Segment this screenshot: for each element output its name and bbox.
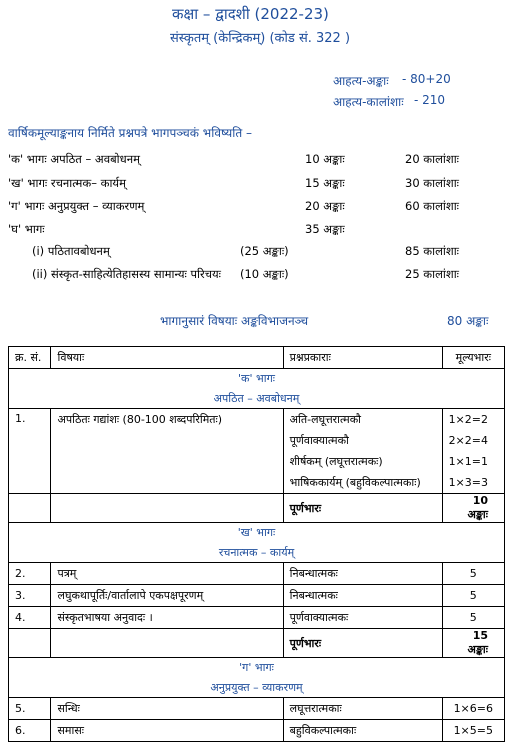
question-type: भाषिककार्यम् (बहुविकल्पात्मकाः) <box>289 476 421 489</box>
section-heading-row <box>9 389 505 409</box>
row-type: पूर्णवाक्यात्मकः <box>283 607 442 629</box>
section-heading: 'ख' भागः <box>9 523 505 543</box>
question-value: 1×1=1 <box>448 455 488 468</box>
part-label: 'ख' भागः रचनात्मक– कार्यम् <box>8 176 126 190</box>
row-topic: पत्रम् <box>51 563 283 585</box>
row-type: निबन्धात्मकः <box>283 585 442 607</box>
row-number: 1. <box>9 409 51 494</box>
section-heading-row <box>9 369 505 389</box>
row-value: 1×5=5 <box>442 720 504 742</box>
question-types <box>283 409 442 494</box>
row-topic: सन्धिः <box>51 698 283 720</box>
empty-cell <box>9 629 51 658</box>
section-heading-row <box>9 678 505 698</box>
subpart-label: (i) पठितावबोधनम् <box>32 244 110 258</box>
total-value: 10 अङ्काः <box>442 494 504 523</box>
question-type: अति-लघूत्तरात्मकौ <box>289 413 361 426</box>
column-header: क्र. सं. <box>9 347 51 369</box>
column-header: प्रश्नप्रकाराः <box>283 347 442 369</box>
table-row <box>9 563 505 585</box>
part-label: 'क' भागः अपठित – अवबोधनम् <box>8 152 140 166</box>
table-row <box>9 585 505 607</box>
row-value: 1×6=6 <box>442 698 504 720</box>
total-label: पूर्णभारः <box>283 629 442 658</box>
question-type: शीर्षकम् (लघूत्तरात्मकः) <box>289 455 383 468</box>
question-type: पूर्णवाक्यात्मकौ <box>289 434 349 447</box>
section-heading-row <box>9 658 505 678</box>
row-value: 5 <box>442 585 504 607</box>
question-value: 1×3=3 <box>448 476 488 489</box>
part-marks: 10 अङ्काः <box>305 152 345 166</box>
row-type: लघूत्तरात्मकाः <box>283 698 442 720</box>
part-periods: 60 कालांशाः <box>405 199 459 213</box>
division-total: 80 अङ्काः <box>447 314 489 328</box>
marks-table <box>8 346 505 742</box>
part-periods: 30 कालांशाः <box>405 176 459 190</box>
total-periods-label: आहत्य-कालांशाः <box>333 95 404 109</box>
total-label: पूर्णभारः <box>283 494 442 523</box>
table-row <box>9 698 505 720</box>
part-marks: 20 अङ्काः <box>305 199 345 213</box>
table-row <box>9 607 505 629</box>
row-topic: अपठितः गद्यांशः (80-100 शब्दपरिमितः) <box>51 409 283 494</box>
row-topic: संस्कृतभाषया अनुवादः । <box>51 607 283 629</box>
subpart-periods: 85 कालांशाः <box>405 244 459 258</box>
section-heading: रचनात्मक – कार्यम् <box>9 543 505 563</box>
question-value: 2×2=4 <box>448 434 488 447</box>
empty-cell <box>51 494 283 523</box>
total-row <box>9 494 505 523</box>
page-title: कक्षा – द्वादशी (2022-23) <box>172 5 329 23</box>
section-heading-row <box>9 543 505 563</box>
subpart-label: (ii) संस्कृत-साहित्येतिहासस्य सामान्यः परिचयः <box>32 267 221 281</box>
table-row <box>9 720 505 742</box>
column-header: विषयाः <box>51 347 283 369</box>
row-type: बहुविकल्पात्मकाः <box>283 720 442 742</box>
section-heading: 'ग' भागः <box>9 658 505 678</box>
total-marks-label: आहत्य-अङ्काः <box>333 74 389 88</box>
column-header: मूल्यभारः <box>442 347 504 369</box>
total-marks-value: - 80+20 <box>402 72 451 86</box>
row-number: 2. <box>9 563 51 585</box>
row-value: 5 <box>442 607 504 629</box>
row-number: 4. <box>9 607 51 629</box>
row-type: निबन्धात्मकः <box>283 563 442 585</box>
total-periods-value: - 210 <box>414 93 446 107</box>
subpart-marks: (25 अङ्काः) <box>240 244 289 258</box>
total-row <box>9 629 505 658</box>
empty-cell <box>51 629 283 658</box>
table-row <box>9 409 505 494</box>
intro-text: वार्षिकमूल्याङ्कनाय निर्मिते प्रश्नपत्रे भागपञ्चकं भविष्यति – <box>8 126 252 140</box>
row-topic: समासः <box>51 720 283 742</box>
row-value: 5 <box>442 563 504 585</box>
part-marks: 15 अङ्काः <box>305 176 345 190</box>
section-heading: अनुप्रयुक्त – व्याकरणम् <box>9 678 505 698</box>
part-label: 'ग' भागः अनुप्रयुक्त – व्याकरणम् <box>8 199 145 213</box>
table-header-row <box>9 347 505 369</box>
row-number: 6. <box>9 720 51 742</box>
question-value: 1×2=2 <box>448 413 488 426</box>
page-subtitle: संस्कृतम् (केन्द्रिकम्) (कोड सं. 322 ) <box>170 31 351 46</box>
total-value: 15 अङ्काः <box>442 629 504 658</box>
part-periods: 20 कालांशाः <box>405 152 459 166</box>
row-number: 3. <box>9 585 51 607</box>
subpart-marks: (10 अङ्काः) <box>240 267 289 281</box>
part-label: 'घ' भागः <box>8 222 45 236</box>
part-marks: 35 अङ्काः <box>305 222 345 236</box>
section-heading-row <box>9 523 505 543</box>
row-topic: लघुकथापूर्तिः/वार्तालापे एकपक्षपूरणम् <box>51 585 283 607</box>
subpart-periods: 25 कालांशाः <box>405 267 459 281</box>
question-values <box>442 409 504 494</box>
section-heading: 'क' भागः <box>9 369 505 389</box>
section-heading: अपठित – अवबोधनम् <box>9 389 505 409</box>
division-title: भागानुसारं विषयाः अङ्कविभाजनञ्च <box>160 314 309 328</box>
row-number: 5. <box>9 698 51 720</box>
empty-cell <box>9 494 51 523</box>
